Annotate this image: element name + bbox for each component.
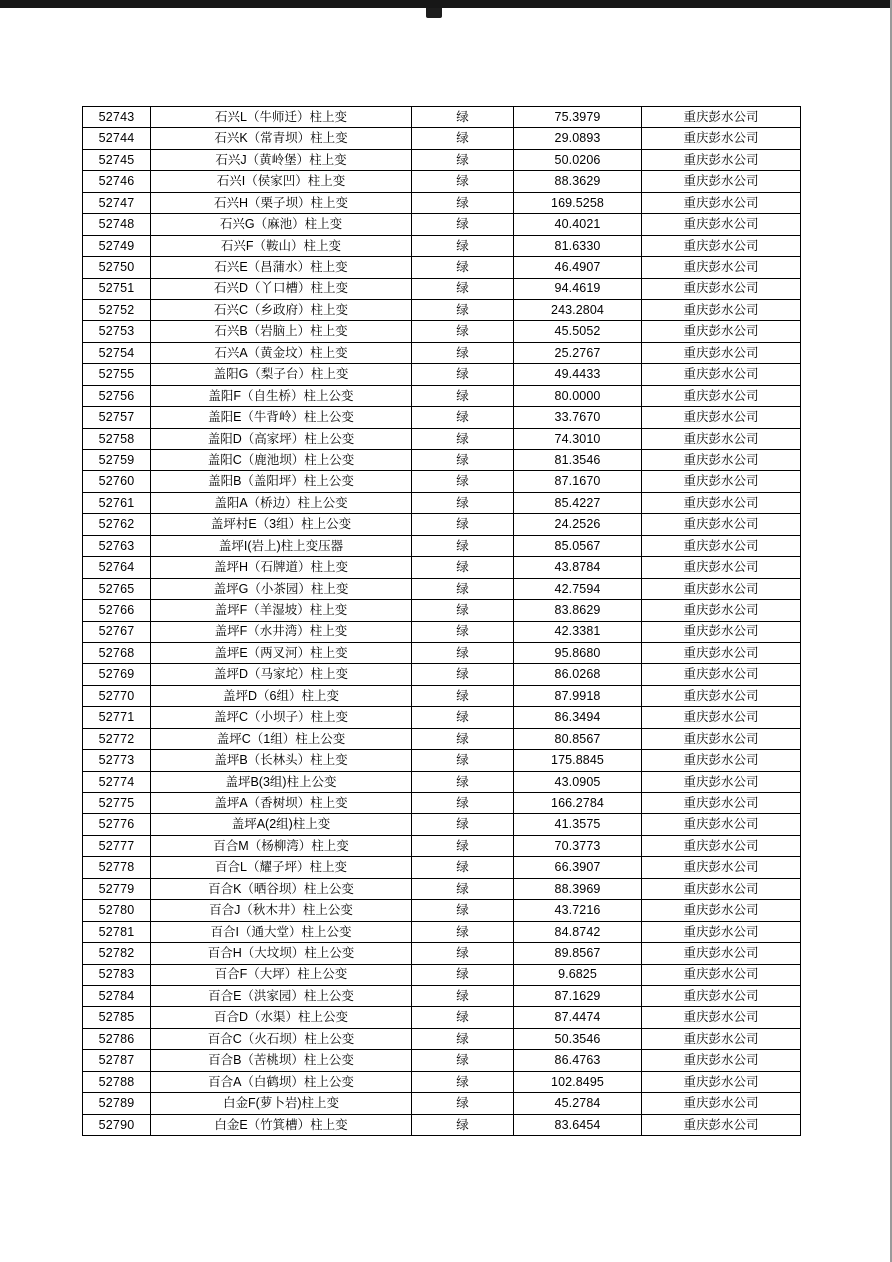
cell-name: 石兴G（麻池）柱上变 (151, 214, 412, 235)
table-row (83, 128, 801, 149)
table-row (83, 964, 801, 985)
cell-value: 87.9918 (514, 685, 642, 706)
cell-value: 50.0206 (514, 149, 642, 170)
cell-name: 盖坪D（6组）柱上变 (151, 685, 412, 706)
cell-company: 重庆彭水公司 (642, 921, 801, 942)
cell-value: 49.4433 (514, 364, 642, 385)
cell-company: 重庆彭水公司 (642, 878, 801, 899)
cell-value: 81.6330 (514, 235, 642, 256)
table-row (83, 278, 801, 299)
cell-value: 86.0268 (514, 664, 642, 685)
cell-name: 石兴B（岩脑上）柱上变 (151, 321, 412, 342)
cell-id: 52747 (83, 192, 151, 213)
cell-name: 盖坪A（香树坝）柱上变 (151, 793, 412, 814)
table-row (83, 299, 801, 320)
cell-company: 重庆彭水公司 (642, 685, 801, 706)
cell-name: 盖坪B(3组)柱上公变 (151, 771, 412, 792)
cell-status: 绿 (412, 171, 514, 192)
cell-status: 绿 (412, 728, 514, 749)
cell-name: 百合I（通大堂）柱上公变 (151, 921, 412, 942)
cell-name: 百合L（耀子坪）柱上变 (151, 857, 412, 878)
cell-company: 重庆彭水公司 (642, 771, 801, 792)
cell-value: 87.1629 (514, 985, 642, 1006)
table-row (83, 621, 801, 642)
cell-id: 52771 (83, 707, 151, 728)
cell-value: 83.8629 (514, 600, 642, 621)
table-row (83, 578, 801, 599)
table-row (83, 192, 801, 213)
cell-company: 重庆彭水公司 (642, 578, 801, 599)
cell-id: 52775 (83, 793, 151, 814)
table-row (83, 557, 801, 578)
cell-status: 绿 (412, 557, 514, 578)
cell-company: 重庆彭水公司 (642, 857, 801, 878)
table-row (83, 407, 801, 428)
cell-company: 重庆彭水公司 (642, 600, 801, 621)
cell-status: 绿 (412, 257, 514, 278)
cell-status: 绿 (412, 214, 514, 235)
cell-name: 百合E（洪家园）柱上公变 (151, 985, 412, 1006)
cell-status: 绿 (412, 235, 514, 256)
cell-value: 43.0905 (514, 771, 642, 792)
cell-status: 绿 (412, 535, 514, 556)
cell-status: 绿 (412, 964, 514, 985)
table-row (83, 364, 801, 385)
cell-name: 盖坪F（水井湾）柱上变 (151, 621, 412, 642)
cell-id: 52769 (83, 664, 151, 685)
cell-id: 52783 (83, 964, 151, 985)
cell-value: 9.6825 (514, 964, 642, 985)
cell-company: 重庆彭水公司 (642, 342, 801, 363)
cell-company: 重庆彭水公司 (642, 835, 801, 856)
cell-company: 重庆彭水公司 (642, 900, 801, 921)
cell-id: 52761 (83, 492, 151, 513)
cell-status: 绿 (412, 707, 514, 728)
table-row (83, 642, 801, 663)
cell-company: 重庆彭水公司 (642, 1028, 801, 1049)
cell-name: 百合J（秋木井）柱上公变 (151, 900, 412, 921)
table-row (83, 235, 801, 256)
cell-name: 石兴E（昌蒲水）柱上变 (151, 257, 412, 278)
cell-id: 52779 (83, 878, 151, 899)
cell-status: 绿 (412, 793, 514, 814)
table-row (83, 471, 801, 492)
cell-company: 重庆彭水公司 (642, 364, 801, 385)
cell-status: 绿 (412, 664, 514, 685)
cell-company: 重庆彭水公司 (642, 192, 801, 213)
cell-status: 绿 (412, 685, 514, 706)
cell-id: 52748 (83, 214, 151, 235)
cell-status: 绿 (412, 1028, 514, 1049)
cell-status: 绿 (412, 492, 514, 513)
cell-status: 绿 (412, 750, 514, 771)
cell-status: 绿 (412, 471, 514, 492)
transformer-table (82, 106, 801, 1136)
table-row (83, 385, 801, 406)
cell-id: 52765 (83, 578, 151, 599)
cell-status: 绿 (412, 299, 514, 320)
cell-id: 52749 (83, 235, 151, 256)
table-row (83, 107, 801, 128)
cell-value: 70.3773 (514, 835, 642, 856)
cell-name: 盖坪村E（3组）柱上公变 (151, 514, 412, 535)
table-row (83, 1114, 801, 1135)
cell-name: 石兴L（牛师迁）柱上变 (151, 107, 412, 128)
table-row (83, 514, 801, 535)
cell-company: 重庆彭水公司 (642, 1071, 801, 1092)
cell-name: 盖阳A（桥边）柱上公变 (151, 492, 412, 513)
cell-value: 86.4763 (514, 1050, 642, 1071)
cell-name: 盖阳B（盖阳坪）柱上公变 (151, 471, 412, 492)
table-row (83, 1093, 801, 1114)
cell-name: 百合C（火石坝）柱上公变 (151, 1028, 412, 1049)
table-row (83, 900, 801, 921)
cell-company: 重庆彭水公司 (642, 750, 801, 771)
cell-name: 盖阳D（高家坪）柱上公变 (151, 428, 412, 449)
cell-id: 52753 (83, 321, 151, 342)
cell-id: 52785 (83, 1007, 151, 1028)
cell-company: 重庆彭水公司 (642, 471, 801, 492)
cell-id: 52750 (83, 257, 151, 278)
cell-id: 52743 (83, 107, 151, 128)
cell-value: 80.0000 (514, 385, 642, 406)
cell-company: 重庆彭水公司 (642, 728, 801, 749)
cell-value: 41.3575 (514, 814, 642, 835)
cell-company: 重庆彭水公司 (642, 385, 801, 406)
cell-company: 重庆彭水公司 (642, 964, 801, 985)
cell-name: 石兴J（黄岭堡）柱上变 (151, 149, 412, 170)
cell-company: 重庆彭水公司 (642, 171, 801, 192)
cell-company: 重庆彭水公司 (642, 814, 801, 835)
cell-company: 重庆彭水公司 (642, 557, 801, 578)
cell-value: 80.8567 (514, 728, 642, 749)
cell-id: 52759 (83, 450, 151, 471)
cell-id: 52787 (83, 1050, 151, 1071)
cell-status: 绿 (412, 985, 514, 1006)
cell-status: 绿 (412, 943, 514, 964)
cell-value: 85.4227 (514, 492, 642, 513)
cell-name: 石兴I（侯家凹）柱上变 (151, 171, 412, 192)
cell-id: 52786 (83, 1028, 151, 1049)
cell-status: 绿 (412, 921, 514, 942)
cell-id: 52776 (83, 814, 151, 835)
cell-company: 重庆彭水公司 (642, 514, 801, 535)
cell-value: 43.8784 (514, 557, 642, 578)
cell-name: 石兴F（鞍山）柱上变 (151, 235, 412, 256)
cell-id: 52746 (83, 171, 151, 192)
cell-name: 盖坪H（石牌道）柱上变 (151, 557, 412, 578)
table-row (83, 771, 801, 792)
cell-value: 88.3629 (514, 171, 642, 192)
cell-id: 52774 (83, 771, 151, 792)
cell-id: 52745 (83, 149, 151, 170)
cell-company: 重庆彭水公司 (642, 985, 801, 1006)
cell-status: 绿 (412, 642, 514, 663)
table-row (83, 450, 801, 471)
cell-status: 绿 (412, 514, 514, 535)
cell-value: 84.8742 (514, 921, 642, 942)
table-row (83, 750, 801, 771)
table-row (83, 985, 801, 1006)
cell-id: 52764 (83, 557, 151, 578)
cell-id: 52751 (83, 278, 151, 299)
cell-company: 重庆彭水公司 (642, 1050, 801, 1071)
cell-id: 52754 (83, 342, 151, 363)
cell-status: 绿 (412, 1114, 514, 1135)
cell-company: 重庆彭水公司 (642, 278, 801, 299)
table-row (83, 257, 801, 278)
cell-company: 重庆彭水公司 (642, 257, 801, 278)
cell-name: 盖坪A(2组)柱上变 (151, 814, 412, 835)
cell-value: 87.4474 (514, 1007, 642, 1028)
cell-status: 绿 (412, 578, 514, 599)
table-row (83, 878, 801, 899)
cell-company: 重庆彭水公司 (642, 107, 801, 128)
cell-company: 重庆彭水公司 (642, 428, 801, 449)
cell-company: 重庆彭水公司 (642, 1114, 801, 1135)
cell-id: 52780 (83, 900, 151, 921)
cell-value: 102.8495 (514, 1071, 642, 1092)
table-row (83, 664, 801, 685)
cell-company: 重庆彭水公司 (642, 149, 801, 170)
cell-company: 重庆彭水公司 (642, 321, 801, 342)
cell-company: 重庆彭水公司 (642, 943, 801, 964)
cell-company: 重庆彭水公司 (642, 407, 801, 428)
cell-status: 绿 (412, 621, 514, 642)
cell-company: 重庆彭水公司 (642, 1007, 801, 1028)
cell-value: 95.8680 (514, 642, 642, 663)
cell-value: 50.3546 (514, 1028, 642, 1049)
cell-name: 百合A（白鹤坝）柱上公变 (151, 1071, 412, 1092)
cell-id: 52772 (83, 728, 151, 749)
cell-name: 白金E（竹箕槽）柱上变 (151, 1114, 412, 1135)
table-row (83, 1007, 801, 1028)
table-row (83, 728, 801, 749)
cell-id: 52763 (83, 535, 151, 556)
cell-name: 百合H（大坟坝）柱上公变 (151, 943, 412, 964)
cell-id: 52756 (83, 385, 151, 406)
cell-id: 52781 (83, 921, 151, 942)
table-row (83, 1050, 801, 1071)
cell-value: 87.1670 (514, 471, 642, 492)
cell-name: 盖坪F（羊湿坡）柱上变 (151, 600, 412, 621)
cell-id: 52790 (83, 1114, 151, 1135)
table-row (83, 707, 801, 728)
cell-status: 绿 (412, 342, 514, 363)
cell-name: 盖坪B（长林头）柱上变 (151, 750, 412, 771)
cell-name: 石兴H（栗子坝）柱上变 (151, 192, 412, 213)
cell-company: 重庆彭水公司 (642, 214, 801, 235)
cell-id: 52773 (83, 750, 151, 771)
cell-name: 石兴A（黄金坟）柱上变 (151, 342, 412, 363)
cell-status: 绿 (412, 107, 514, 128)
cell-id: 52767 (83, 621, 151, 642)
table-row (83, 149, 801, 170)
cell-company: 重庆彭水公司 (642, 621, 801, 642)
cell-id: 52778 (83, 857, 151, 878)
cell-status: 绿 (412, 1071, 514, 1092)
cell-id: 52766 (83, 600, 151, 621)
table-row (83, 1071, 801, 1092)
cell-status: 绿 (412, 900, 514, 921)
cell-status: 绿 (412, 192, 514, 213)
cell-status: 绿 (412, 1093, 514, 1114)
cell-status: 绿 (412, 1007, 514, 1028)
cell-status: 绿 (412, 385, 514, 406)
cell-id: 52784 (83, 985, 151, 1006)
table-row (83, 321, 801, 342)
cell-name: 盖阳E（牛背岭）柱上公变 (151, 407, 412, 428)
cell-value: 25.2767 (514, 342, 642, 363)
cell-value: 43.7216 (514, 900, 642, 921)
table-row (83, 342, 801, 363)
cell-value: 86.3494 (514, 707, 642, 728)
cell-name: 百合D（水渠）柱上公变 (151, 1007, 412, 1028)
cell-id: 52788 (83, 1071, 151, 1092)
cell-value: 29.0893 (514, 128, 642, 149)
cell-id: 52777 (83, 835, 151, 856)
cell-value: 46.4907 (514, 257, 642, 278)
cell-status: 绿 (412, 600, 514, 621)
cell-id: 52752 (83, 299, 151, 320)
cell-status: 绿 (412, 857, 514, 878)
cell-id: 52768 (83, 642, 151, 663)
cell-id: 52762 (83, 514, 151, 535)
cell-name: 石兴C（乡政府）柱上变 (151, 299, 412, 320)
cell-status: 绿 (412, 450, 514, 471)
cell-value: 243.2804 (514, 299, 642, 320)
cell-value: 94.4619 (514, 278, 642, 299)
cell-id: 52744 (83, 128, 151, 149)
table-row (83, 171, 801, 192)
cell-value: 166.2784 (514, 793, 642, 814)
cell-id: 52789 (83, 1093, 151, 1114)
top-center-handle (426, 8, 442, 18)
cell-status: 绿 (412, 278, 514, 299)
cell-value: 24.2526 (514, 514, 642, 535)
cell-name: 盖坪C（1组）柱上公变 (151, 728, 412, 749)
cell-company: 重庆彭水公司 (642, 450, 801, 471)
cell-status: 绿 (412, 814, 514, 835)
cell-name: 百合M（杨柳湾）柱上变 (151, 835, 412, 856)
cell-id: 52755 (83, 364, 151, 385)
table-row (83, 814, 801, 835)
cell-name: 盖坪C（小坝子）柱上变 (151, 707, 412, 728)
cell-id: 52770 (83, 685, 151, 706)
cell-value: 169.5258 (514, 192, 642, 213)
cell-id: 52758 (83, 428, 151, 449)
cell-status: 绿 (412, 364, 514, 385)
document-page (82, 106, 800, 1136)
cell-company: 重庆彭水公司 (642, 642, 801, 663)
cell-value: 74.3010 (514, 428, 642, 449)
cell-company: 重庆彭水公司 (642, 299, 801, 320)
cell-value: 42.7594 (514, 578, 642, 599)
cell-status: 绿 (412, 771, 514, 792)
table-row (83, 857, 801, 878)
cell-value: 66.3907 (514, 857, 642, 878)
cell-name: 百合B（苦桃坝）柱上公变 (151, 1050, 412, 1071)
cell-company: 重庆彭水公司 (642, 128, 801, 149)
cell-name: 百合F（大坪）柱上公变 (151, 964, 412, 985)
cell-value: 175.8845 (514, 750, 642, 771)
cell-name: 百合K（晒谷坝）柱上公变 (151, 878, 412, 899)
cell-company: 重庆彭水公司 (642, 235, 801, 256)
cell-name: 盖阳G（梨子台）柱上变 (151, 364, 412, 385)
cell-id: 52757 (83, 407, 151, 428)
table-row (83, 535, 801, 556)
table-row (83, 492, 801, 513)
cell-company: 重庆彭水公司 (642, 664, 801, 685)
cell-status: 绿 (412, 149, 514, 170)
cell-value: 89.8567 (514, 943, 642, 964)
cell-status: 绿 (412, 407, 514, 428)
cell-status: 绿 (412, 878, 514, 899)
cell-status: 绿 (412, 835, 514, 856)
table-row (83, 600, 801, 621)
cell-company: 重庆彭水公司 (642, 535, 801, 556)
cell-company: 重庆彭水公司 (642, 1093, 801, 1114)
cell-company: 重庆彭水公司 (642, 707, 801, 728)
table-row (83, 214, 801, 235)
cell-value: 33.7670 (514, 407, 642, 428)
cell-company: 重庆彭水公司 (642, 492, 801, 513)
cell-value: 85.0567 (514, 535, 642, 556)
cell-value: 42.3381 (514, 621, 642, 642)
cell-id: 52760 (83, 471, 151, 492)
cell-name: 盖坪G（小茶园）柱上变 (151, 578, 412, 599)
cell-name: 盖坪E（两叉河）柱上变 (151, 642, 412, 663)
table-row (83, 943, 801, 964)
table-row (83, 685, 801, 706)
table-row (83, 1028, 801, 1049)
cell-status: 绿 (412, 1050, 514, 1071)
cell-value: 83.6454 (514, 1114, 642, 1135)
cell-value: 81.3546 (514, 450, 642, 471)
cell-name: 盖坪I(岩上)柱上变压器 (151, 535, 412, 556)
cell-name: 盖阳F（自生桥）柱上公变 (151, 385, 412, 406)
cell-status: 绿 (412, 128, 514, 149)
cell-status: 绿 (412, 321, 514, 342)
cell-value: 45.2784 (514, 1093, 642, 1114)
cell-name: 白金F(萝卜岩)柱上变 (151, 1093, 412, 1114)
cell-value: 75.3979 (514, 107, 642, 128)
window-top-bar (0, 0, 892, 8)
cell-name: 石兴K（常青坝）柱上变 (151, 128, 412, 149)
cell-id: 52782 (83, 943, 151, 964)
table-row (83, 428, 801, 449)
table-row (83, 793, 801, 814)
cell-status: 绿 (412, 428, 514, 449)
cell-value: 40.4021 (514, 214, 642, 235)
cell-name: 盖阳C（鹿池坝）柱上公变 (151, 450, 412, 471)
cell-company: 重庆彭水公司 (642, 793, 801, 814)
table-row (83, 921, 801, 942)
cell-name: 石兴D（丫口槽）柱上变 (151, 278, 412, 299)
cell-value: 45.5052 (514, 321, 642, 342)
cell-name: 盖坪D（马家坨）柱上变 (151, 664, 412, 685)
cell-value: 88.3969 (514, 878, 642, 899)
table-row (83, 835, 801, 856)
table-body (83, 107, 801, 1136)
